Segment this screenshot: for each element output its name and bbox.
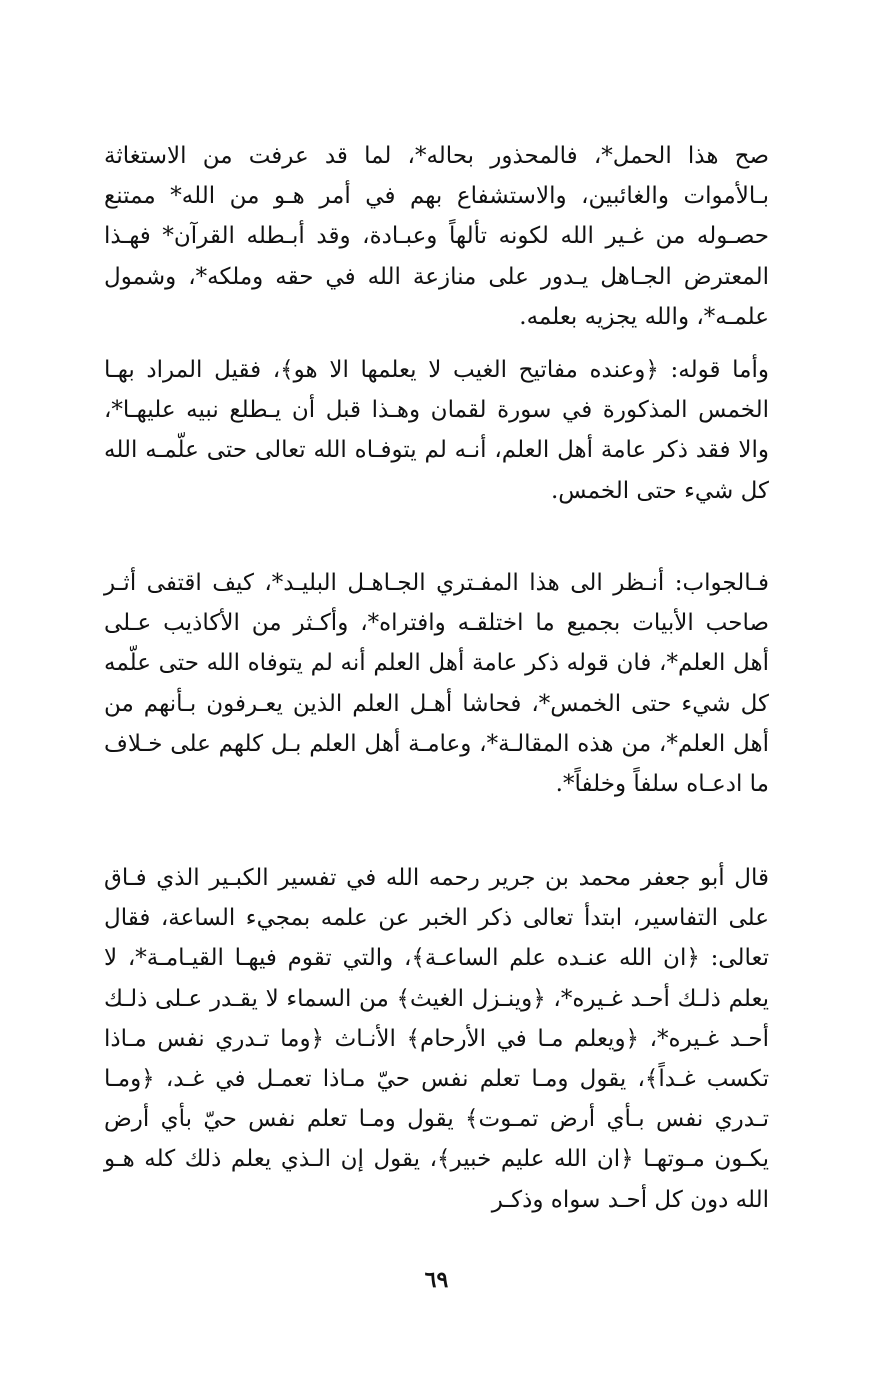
paragraph-text: وأما قوله: ﴿وعنده مفاتيح الغيب لا يعلمها الا هو﴾، فقيل المراد بهـا الخمس المذكورة في سورة لقمان وهـذا قبل أن يـطلع نبيه عليهـا*، والا فقد ذكر عامة أهل العلم، أنـه لم يتوفـاه الله تعالى حتى علّمـه الله كل شيء حتى الخمس. [104, 357, 770, 504]
page-number: ٦٩ [424, 1267, 449, 1293]
paragraph-1 [104, 136, 769, 337]
paragraph-3 [104, 563, 769, 804]
paragraph-2 [104, 350, 769, 511]
paragraph-text: فـالجواب: أنـظر الى هذا المفـتري الجـاهـل البليـد*، كيف اقتفى أثـر صاحب الأبيات بجميع ما اختلقـه وافتراه*، وأكـثر من الأكاذيب عـلى أهل العلم*، فان قوله ذكر عامة أهل العلم أنه لم يتوفاه الله حتى علّمه كل شيء حتى الخمس*، فحاشا أهـل العلم الذين يعـرفون بـأنهم من أهل العلم*، من هذه المقالـة*، وعامـة أهل العلم بـل كلهم على خـلاف ما ادعـاه سلفاً وخلفاً*. [104, 570, 769, 798]
paragraph-4 [104, 858, 769, 1220]
paragraph-text: صح هذا الحمل*، فالمحذور بحاله*، لما قد عرفت من الاستغاثة بـالأموات والغائبين، والاستشفاع بهم في أمر هـو من الله* ممتنع حصـوله من غـير الله لكونه تألهاً وعبـادة، وقد أبـطله القرآن* فهـذا المعترض الجـاهل يـدور على منازعة الله في حقه وملكه*، وشمول علمـه*، والله يجزيه بعلمه. [104, 143, 769, 330]
paragraph-text: قال أبو جعفر محمد بن جرير رحمه الله في تفسير الكبـير الذي فـاق على التفاسير، ابتدأ تعالى ذكر الخبر عن علمه بمجيء الساعة، فقال تعالى: ﴿ان الله عنـده علم الساعـة﴾، والتي تقوم فيهـا القيـامـة*، لا يعلم ذلـك أحـد غـيره*، ﴿وينـزل الغيث﴾ من السماء لا يقـدر عـلى ذلـك أحـد غـيره*، ﴿ويعلم مـا في الأرحام﴾ الأنـاث ﴿وما تـدري نفس مـاذا تكسب غـداً﴾، يقول ومـا تعلم نفس حيّ مـاذا تعمـل في غـد، ﴿ومـا تـدري نفس بـأي أرض تمـوت﴾ يقول ومـا تعلم نفس حيّ بأي أرض يكـون مـوتهـا ﴿ان الله عليم خبير﴾، يقول إن الـذي يعلم ذلك كله هـو الله دون كل أحـد سواه وذكـر [104, 865, 769, 1213]
